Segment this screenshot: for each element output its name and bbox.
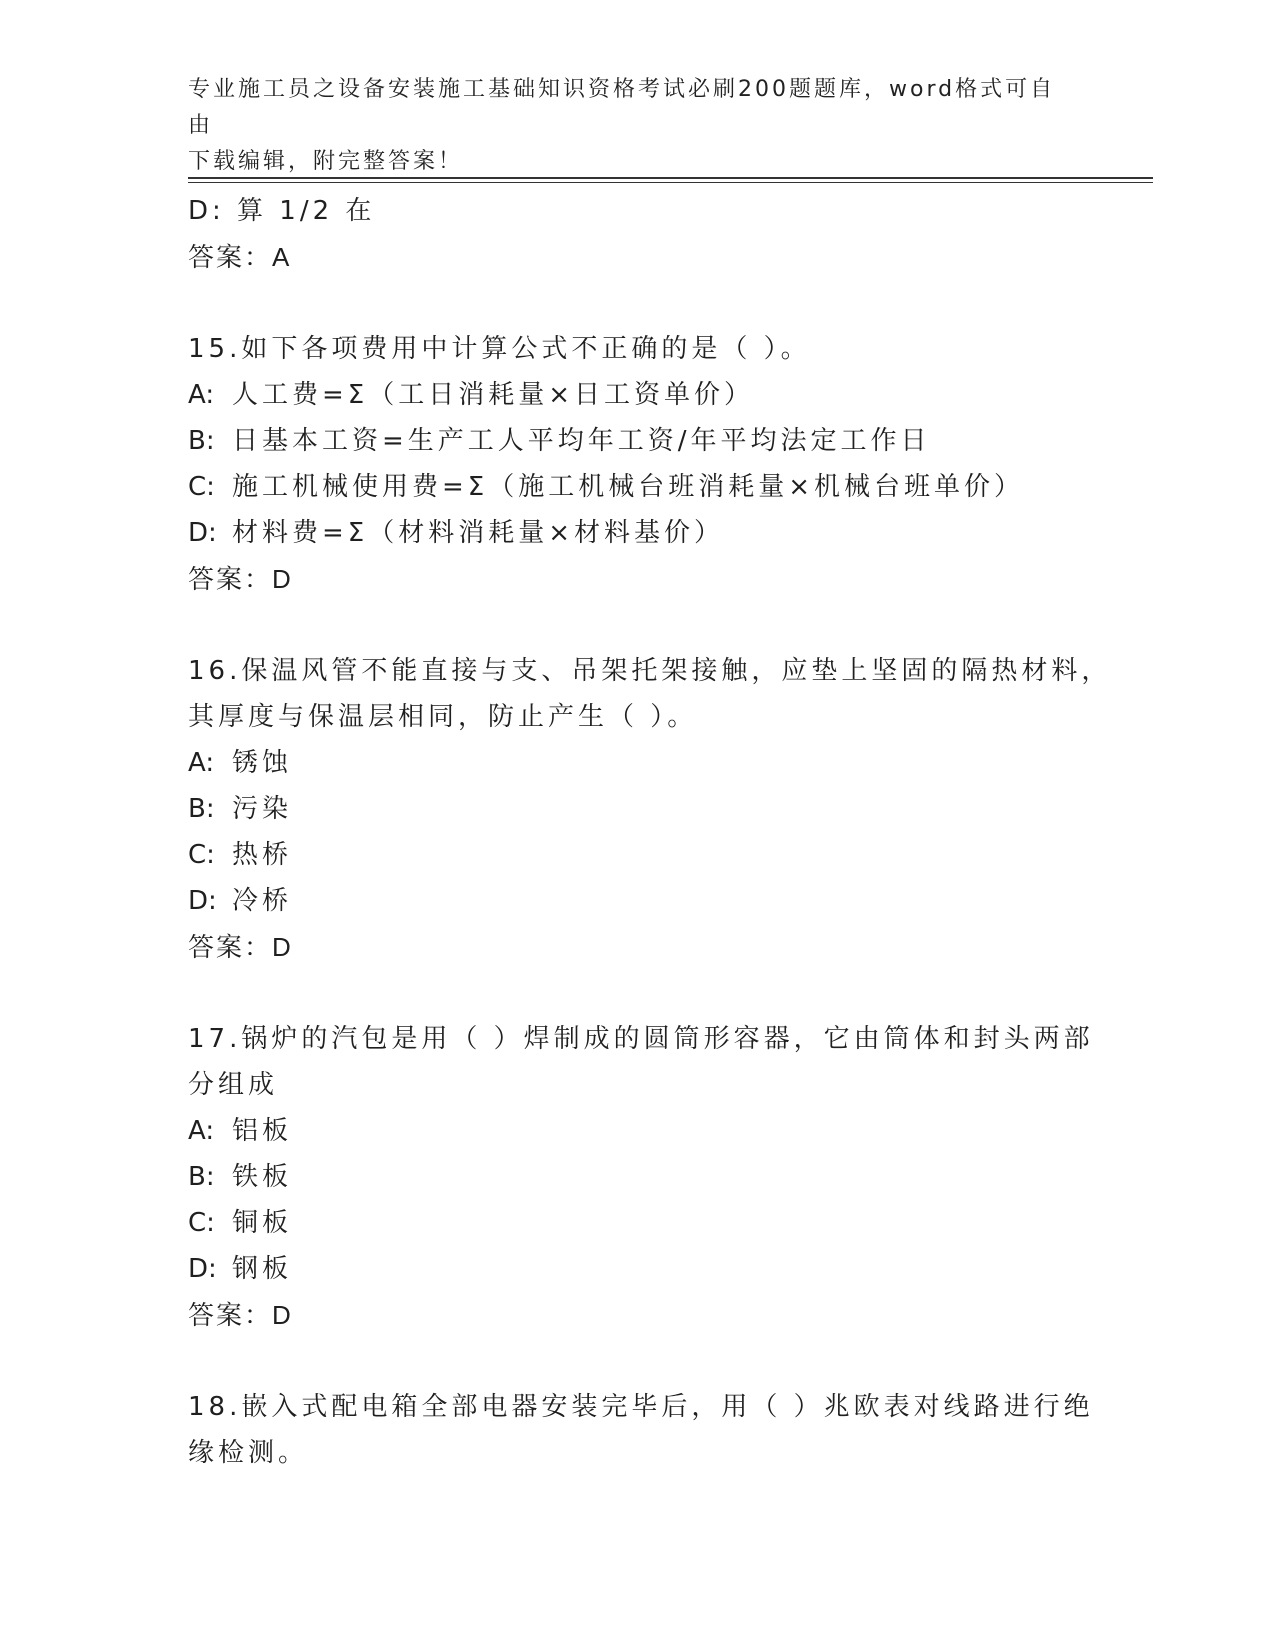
option-d — [188, 878, 1088, 924]
option-d — [188, 510, 1088, 556]
header-line-1: 专业施工员之设备安装施工基础知识资格考试必刷200题题库，word格式可自由 — [188, 77, 1056, 138]
option-text: 铜板 — [232, 1208, 293, 1238]
document-header — [188, 72, 1068, 180]
prev-option-d: D: 算 1/2 在 — [188, 196, 376, 226]
question-16 — [188, 648, 1112, 970]
question-text-line-1: 18.嵌入式配电箱全部电器安装完毕后，用（ ）兆欧表对线路进行绝 — [188, 1392, 1094, 1422]
option-label: D: — [188, 518, 217, 548]
question-text-line-1: 16.保温风管不能直接与支、吊架托架接触，应垫上坚固的隔热材料， — [188, 656, 1112, 686]
question-text-line-2: 其厚度与保温层相同，防止产生（ ）。 — [188, 702, 698, 732]
option-c — [188, 832, 1088, 878]
option-label: D: — [188, 886, 217, 916]
header-line-2: 下载编辑，附完整答案！ — [188, 149, 464, 174]
option-text: 铁板 — [232, 1162, 293, 1192]
option-b — [188, 1154, 1088, 1200]
option-d — [188, 1246, 1088, 1292]
option-text: 材料费=Σ（材料消耗量×材料基价） — [232, 518, 724, 548]
document-body — [188, 188, 1112, 1476]
option-label: C: — [188, 472, 215, 502]
option-a — [188, 1108, 1088, 1154]
option-label: B: — [188, 426, 215, 456]
question-text-line-1: 17.锅炉的汽包是用（ ）焊制成的圆筒形容器，它由筒体和封头两部 — [188, 1024, 1094, 1054]
option-text: 人工费=Σ（工日消耗量×日工资单价） — [232, 380, 754, 410]
option-label: A: — [188, 1116, 215, 1146]
option-text: 钢板 — [232, 1254, 293, 1284]
option-text: 日基本工资=生产工人平均年工资/年平均法定工作日 — [232, 426, 931, 456]
option-label: D: — [188, 1254, 217, 1284]
question-15 — [188, 326, 1088, 602]
option-a — [188, 372, 1088, 418]
option-label: A: — [188, 748, 215, 778]
option-text: 污染 — [232, 794, 293, 824]
option-a — [188, 740, 1088, 786]
option-text: 铝板 — [232, 1116, 293, 1146]
option-label: A: — [188, 380, 215, 410]
question-text-line-2: 分组成 — [188, 1070, 279, 1100]
question-18 — [188, 1384, 1094, 1476]
option-b — [188, 786, 1088, 832]
option-text: 冷桥 — [232, 886, 293, 916]
header-divider — [188, 177, 1153, 183]
answer: 答案：D — [188, 1300, 293, 1330]
question-text-line-2: 缘检测。 — [188, 1438, 309, 1468]
prev-answer: 答案：A — [188, 242, 292, 272]
option-label: B: — [188, 794, 215, 824]
option-label: C: — [188, 1208, 215, 1238]
answer: 答案：D — [188, 932, 293, 962]
option-label: B: — [188, 1162, 215, 1192]
option-text: 施工机械使用费=Σ（施工机械台班消耗量×机械台班单价） — [232, 472, 1024, 502]
option-text: 热桥 — [232, 840, 293, 870]
option-c — [188, 464, 1088, 510]
question-17 — [188, 1016, 1094, 1338]
option-b — [188, 418, 1088, 464]
option-text: 锈蚀 — [232, 748, 293, 778]
question-text: 15.如下各项费用中计算公式不正确的是（ ）。 — [188, 334, 811, 364]
option-label: C: — [188, 840, 215, 870]
option-c — [188, 1200, 1088, 1246]
answer: 答案：D — [188, 564, 293, 594]
